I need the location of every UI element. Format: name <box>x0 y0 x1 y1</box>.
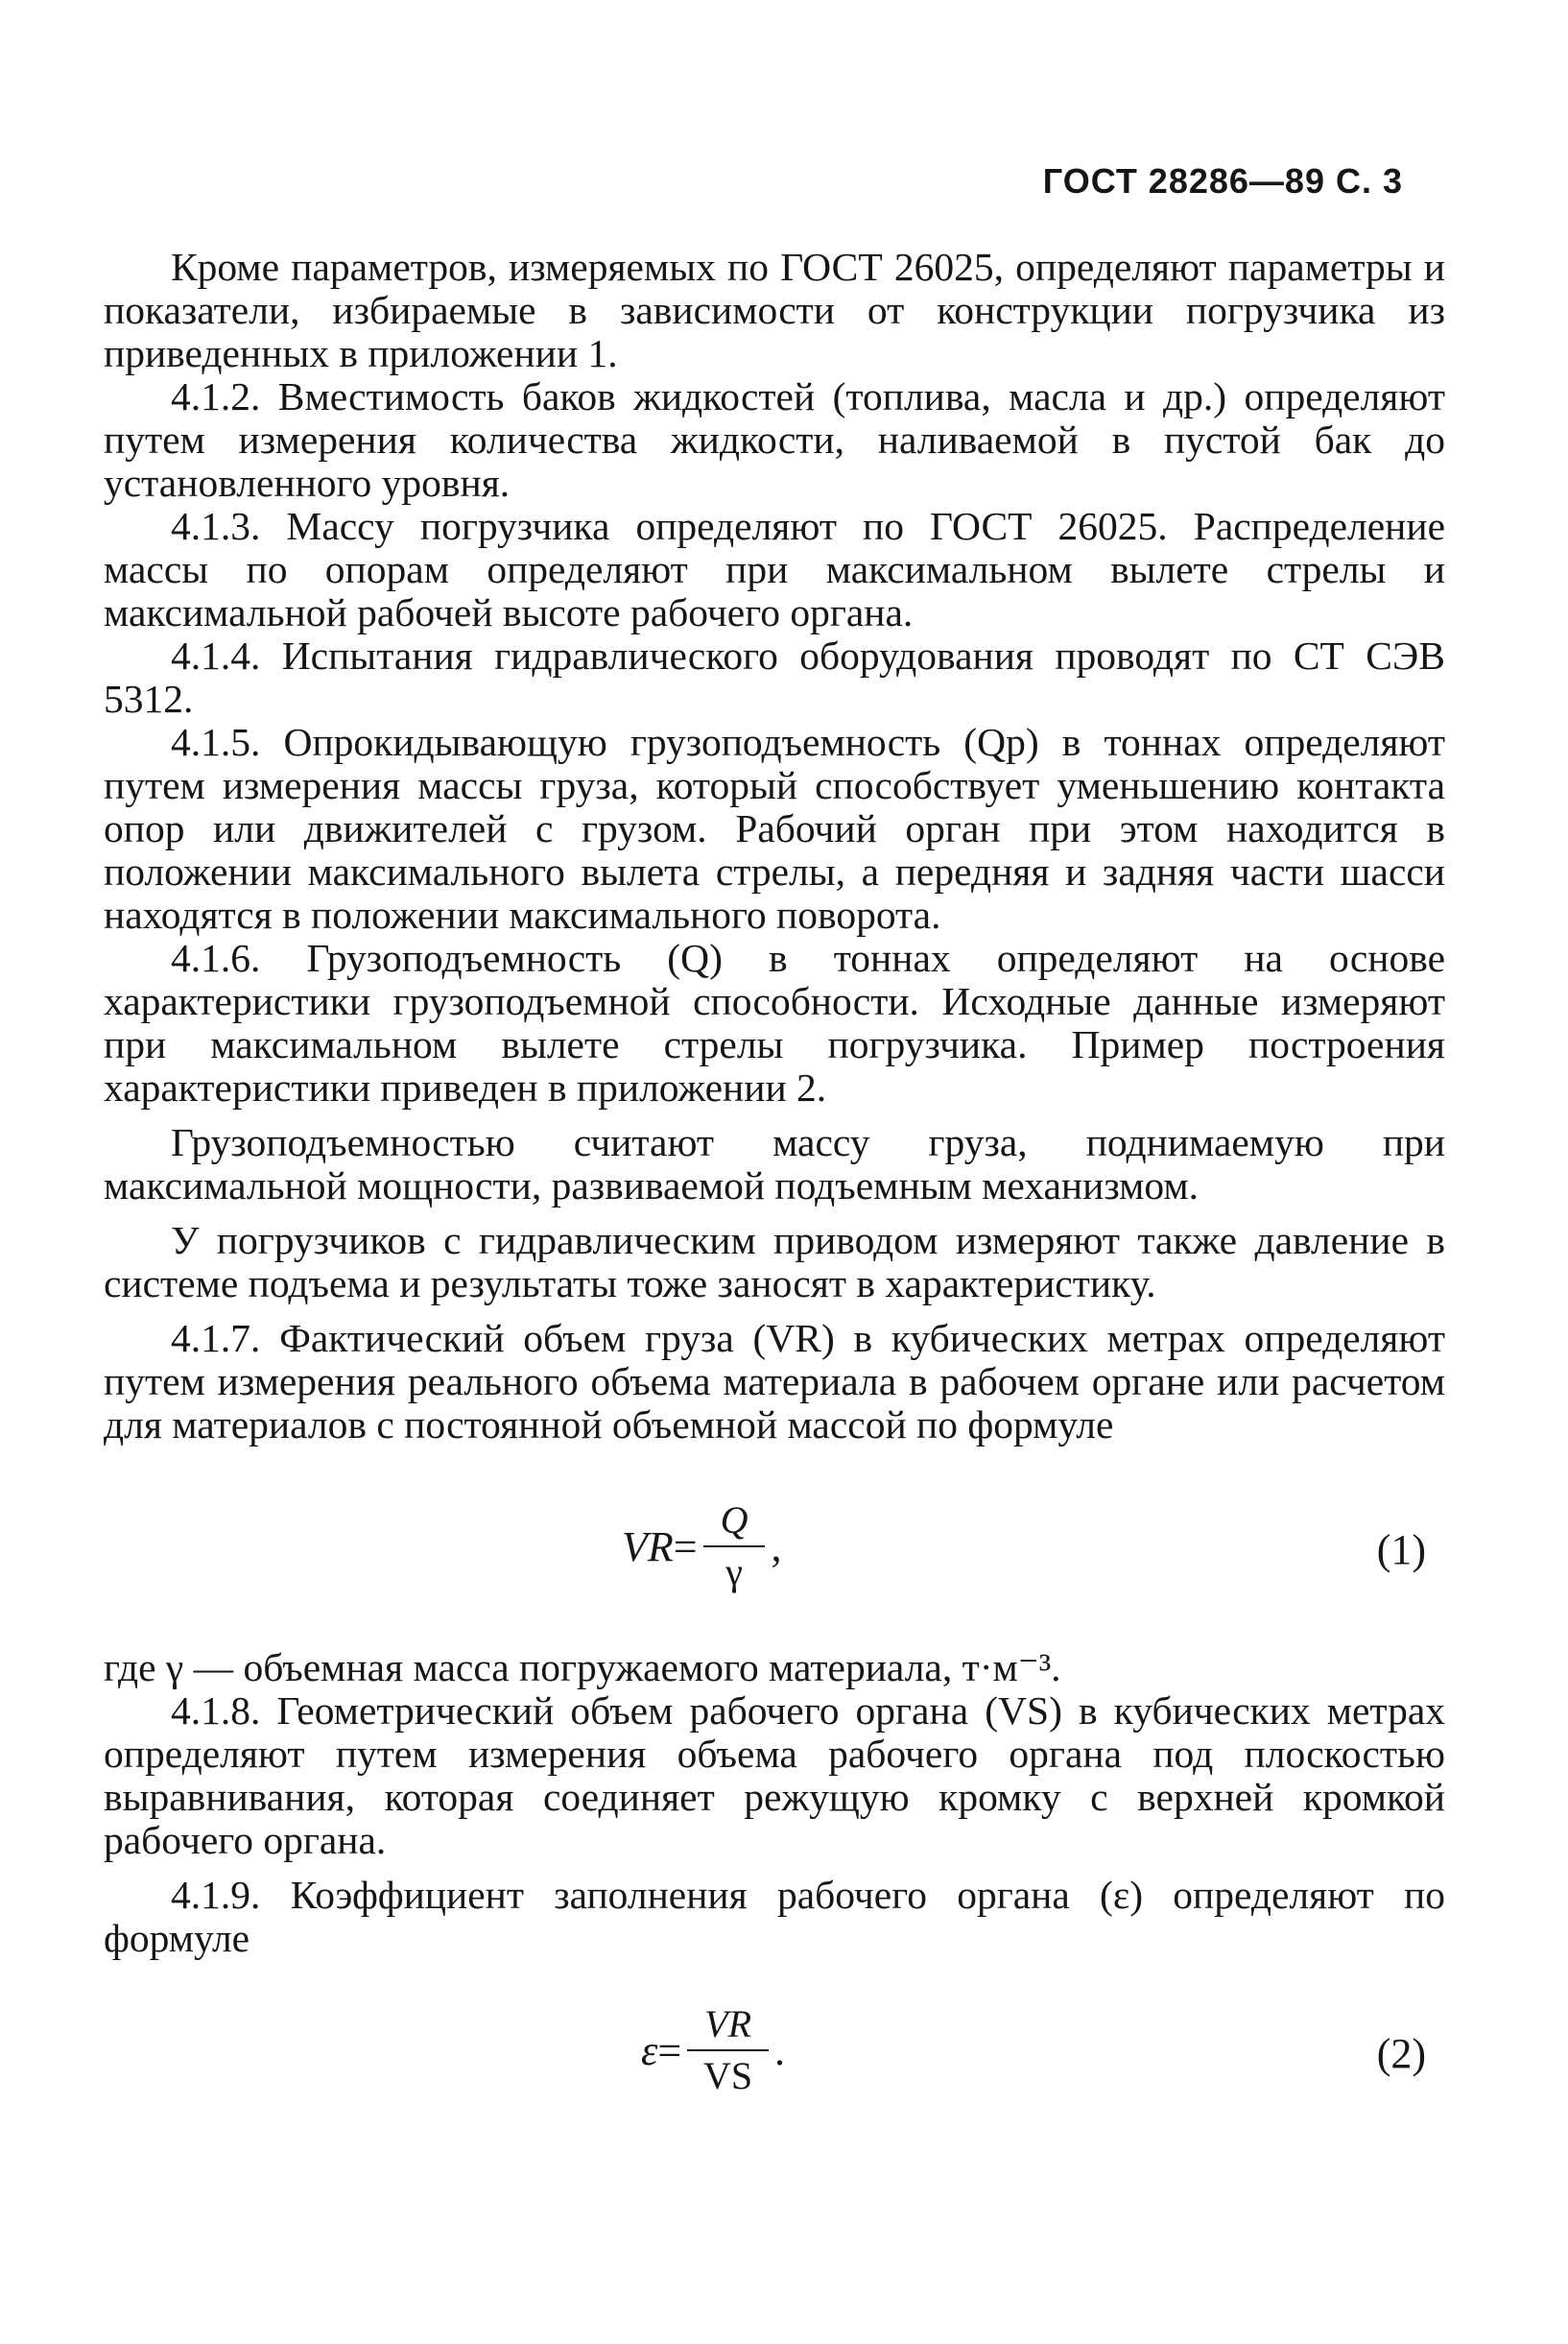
fraction-denominator: γ <box>725 1550 743 1593</box>
paragraph: 4.1.5. Опрокидывающую грузоподъемность (Qp) в тоннах определяют путем измерения массы груза, который способствует уменьшению контакта опор или движителей с грузом. Рабочий орган при этом находится в положении максимального вылета стрелы, а передняя и задняя части шасси находятся в положении максимального поворота. <box>104 720 1445 937</box>
paragraph: 4.1.7. Фактический объем груза (VR) в кубических метрах определяют путем измерения реального объема материала в рабочем органе или расчетом для материалов с постоянной объемной массой по формуле <box>104 1316 1445 1447</box>
paragraph: Кроме параметров, измеряемых по ГОСТ 26025, определяют параметры и показатели, избираемые в зависимости от конструкции погрузчика из приведенных в приложении 1. <box>104 245 1445 375</box>
paragraph: Грузоподъемностью считают массу груза, поднимаемую при максимальной мощности, развиваемой подъемным механизмом. <box>104 1120 1445 1208</box>
paragraph: 4.1.2. Вместимость баков жидкостей (топлива, масла и др.) определяют путем измерения количества жидкости, наливаемой в пустой бак до установленного уровня. <box>104 374 1445 505</box>
formula-1 <box>104 1489 1445 1604</box>
paragraph: 4.1.4. Испытания гидравлического оборудования проводят по СТ СЭВ 5312. <box>104 634 1445 721</box>
running-header: ГОСТ 28286—89 С. 3 <box>1042 161 1403 201</box>
formula-number: (1) <box>1376 1526 1426 1573</box>
paragraph: 4.1.6. Грузоподъемность (Q) в тоннах определяют на основе характеристики грузоподъемной способности. Исходные данные измеряют при максимальном вылете стрелы погрузчика. Пример построения характеристики приведен в приложении 2. <box>104 936 1445 1110</box>
formula-2 <box>104 1993 1445 2108</box>
fraction-numerator: Q <box>703 1495 766 1547</box>
formula-trail: , <box>771 1522 782 1570</box>
formula-lhs: ε <box>641 2026 658 2074</box>
paragraph: где γ — объемная масса погружаемого материала, т·м⁻³. <box>104 1645 1061 1689</box>
paragraph: 4.1.8. Геометрический объем рабочего органа (VS) в кубических метрах определяют путем измерения объема рабочего органа под плоскостью выравнивания, которая соединяет режущую кромку с верхней кромкой рабочего органа. <box>104 1688 1445 1862</box>
paragraph: 4.1.9. Коэффициент заполнения рабочего органа (ε) определяют по формуле <box>104 1873 1445 1960</box>
formula-trail: . <box>774 2026 786 2074</box>
formula-equals: = <box>657 2026 682 2074</box>
formula-equals: = <box>673 1522 698 1570</box>
fraction-denominator: VS <box>703 2054 753 2097</box>
formula-lhs: VR <box>622 1522 674 1570</box>
fraction <box>703 1495 766 1597</box>
paragraph: У погрузчиков с гидравлическим приводом измеряют также давление в системе подъема и результаты тоже заносят в характеристику. <box>104 1218 1445 1305</box>
document-body <box>104 246 1445 2108</box>
fraction <box>687 1999 769 2101</box>
paragraph: 4.1.3. Массу погрузчика определяют по ГОСТ 26025. Распределение массы по опорам определяют при максимальном вылете стрелы и максимальной рабочей высоте рабочего органа. <box>104 504 1445 634</box>
fraction-numerator: VR <box>687 1999 769 2051</box>
formula-number: (2) <box>1376 2030 1426 2077</box>
